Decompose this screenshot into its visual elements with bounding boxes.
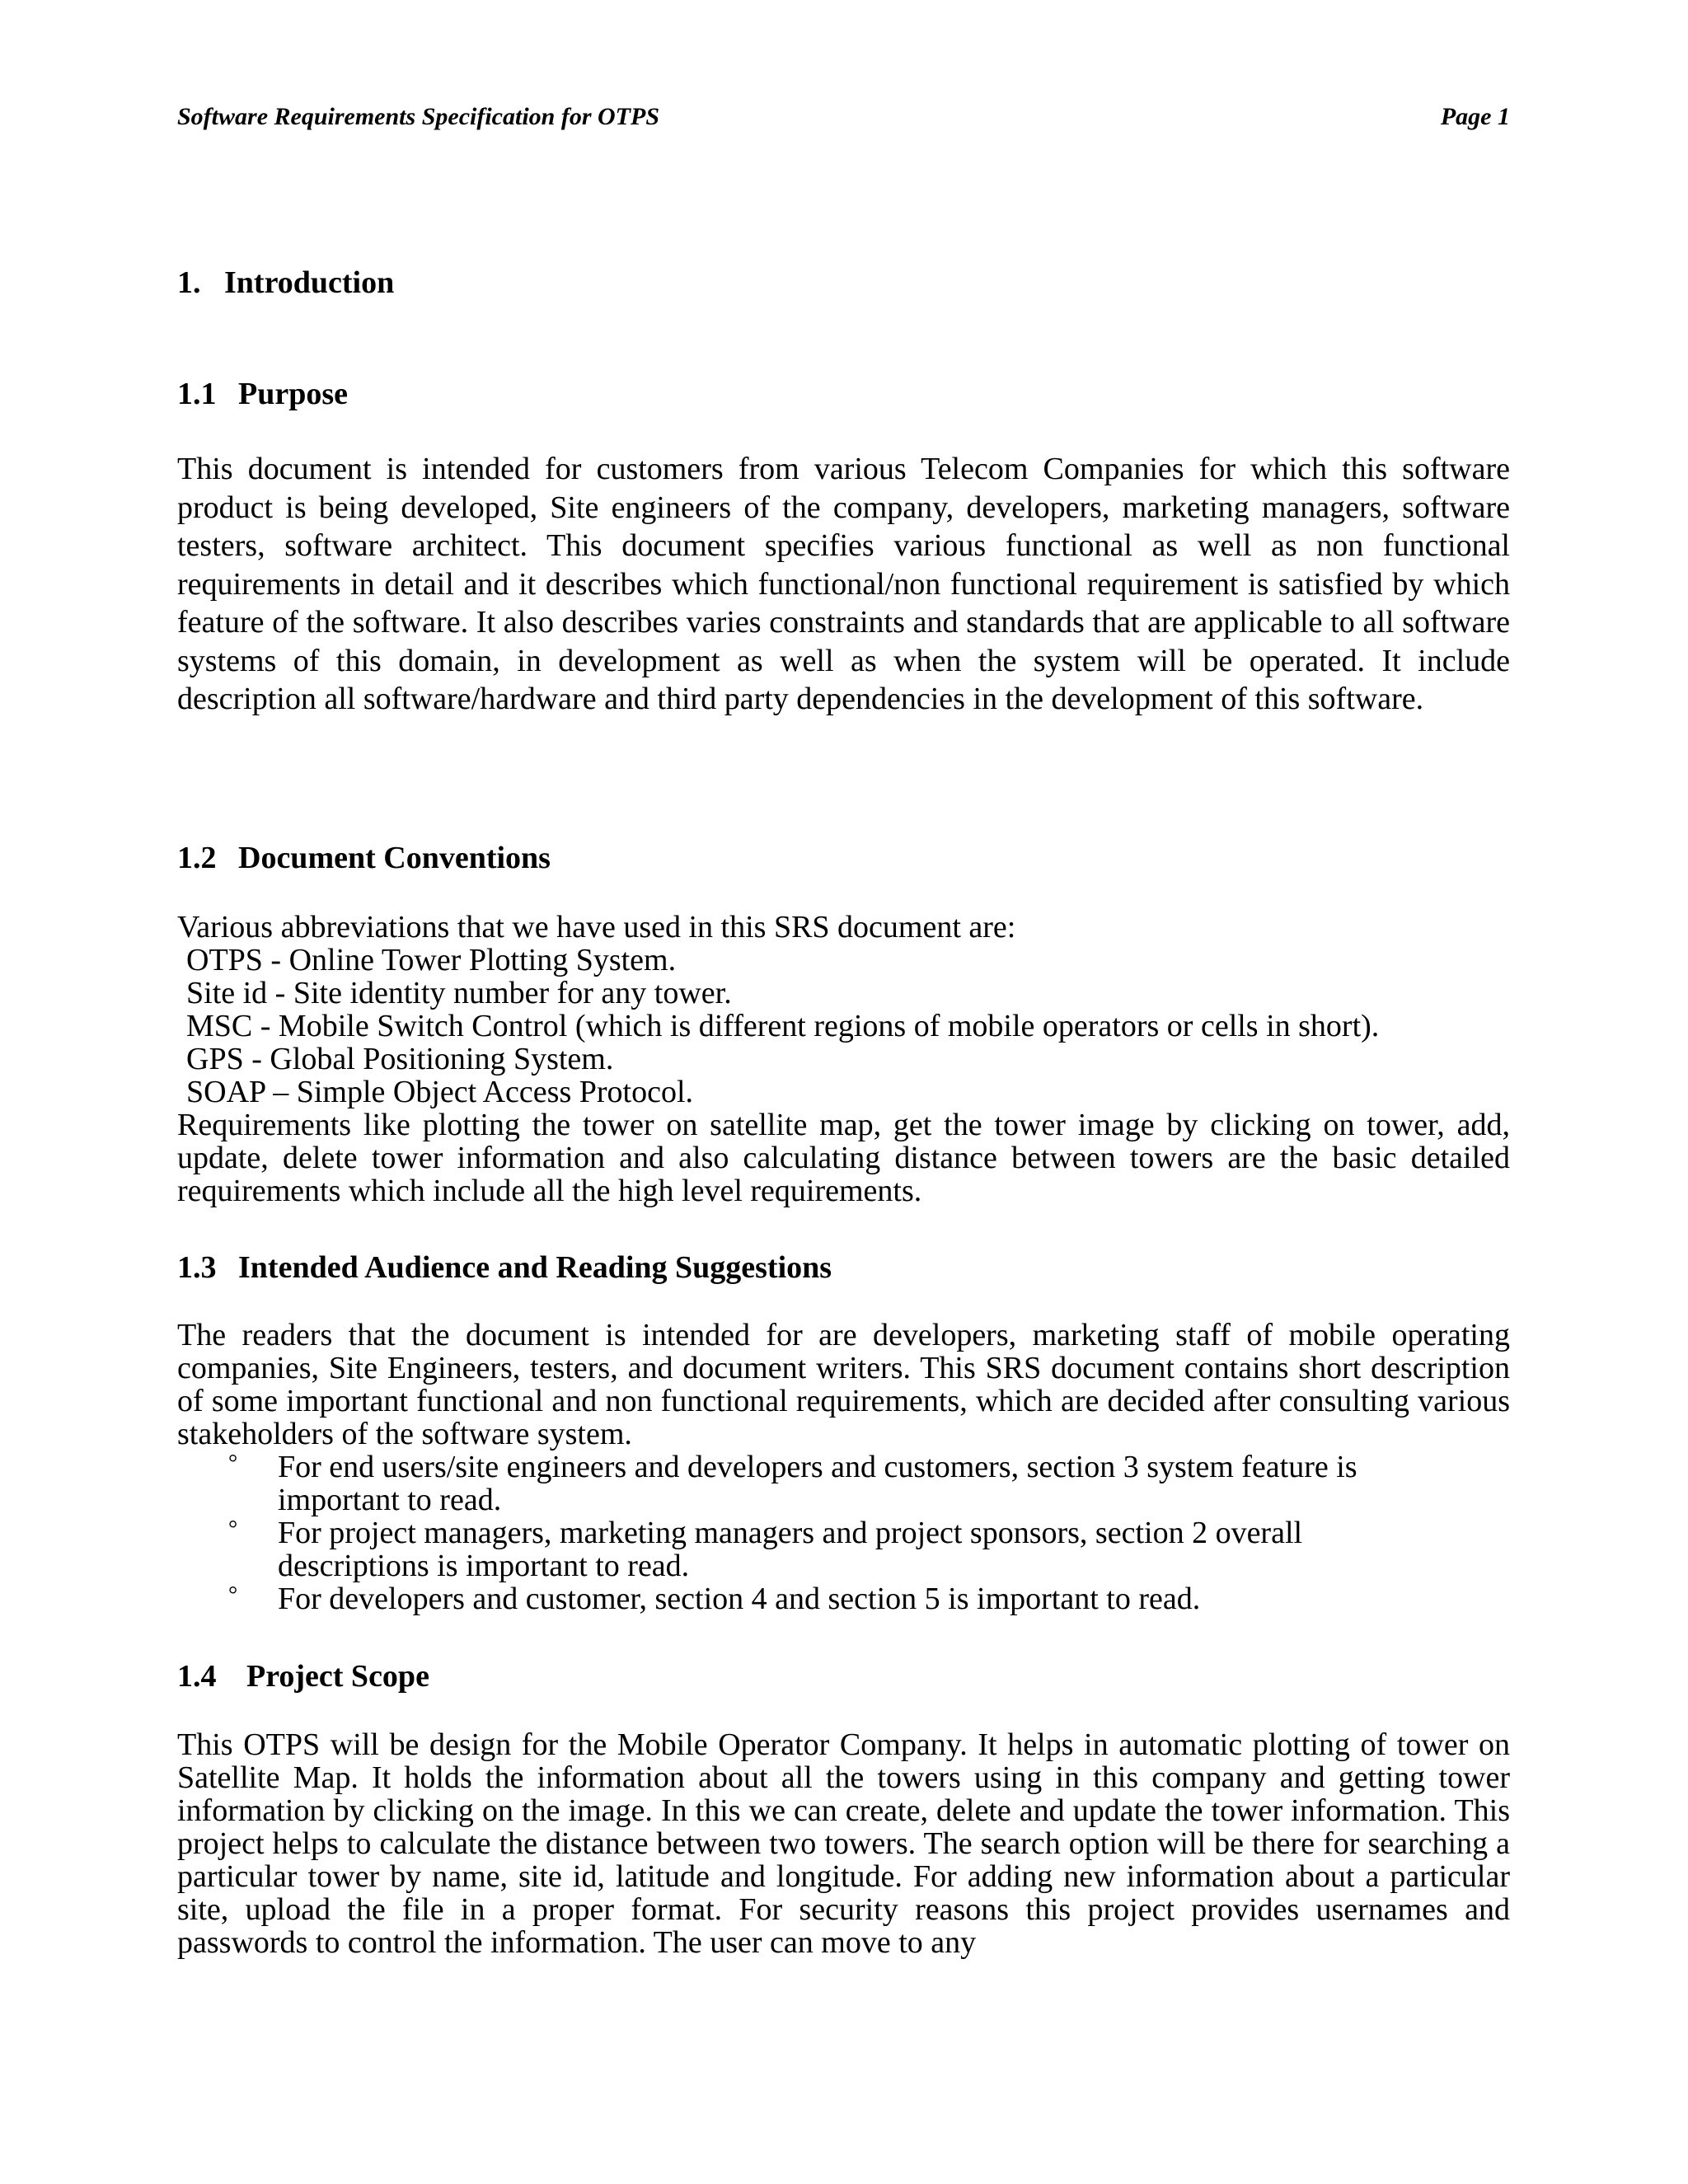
reading-suggestions-list xyxy=(177,1451,1414,1615)
list-item xyxy=(177,1451,1414,1516)
section-heading-introduction xyxy=(177,264,394,302)
section-title: Purpose xyxy=(238,377,348,411)
list-item xyxy=(177,1582,1414,1615)
section-title: Document Conventions xyxy=(238,841,551,875)
audience-paragraph: The readers that the document is intended for are developers, marketing staff of mobile operating companies, Site Engineers, testers, and document writers. This SRS document contains short description of some important functional and non functional requirements, which are decided after consulting various stakeholders of the software system. xyxy=(177,1318,1510,1451)
section-heading-intended-audience xyxy=(177,1249,832,1286)
list-item-text: For developers and customer, section 4 and section 5 is important to read. xyxy=(278,1582,1201,1616)
section-number: 1. xyxy=(177,265,201,300)
page-number: Page 1 xyxy=(1440,103,1510,130)
section-heading-purpose xyxy=(177,375,348,413)
section-number: 1.2 xyxy=(177,841,217,875)
abbreviations-block xyxy=(177,911,1510,1108)
abbreviation-item: OTPS - Online Tower Plotting System. xyxy=(186,943,677,977)
section-number: 1.4 xyxy=(177,1659,217,1694)
scope-paragraph: This OTPS will be design for the Mobile Operator Company. It helps in automatic plotting of tower on Satellite Map. It holds the information about all the towers using in this company and getting tower information by clicking on the image. In this we can create, delete and update the tower information. This project helps to calculate the distance between two towers. The search option will be there for searching a particular tower by name, site id, latitude and longitude. For adding new information about a particular site, upload the file in a proper format. For security reasons this project provides usernames and passwords to control the information. The user can move to any xyxy=(177,1727,1510,1960)
running-header-title: Software Requirements Specification for OTPS xyxy=(177,103,659,130)
abbreviation-item: Site id - Site identity number for any tower. xyxy=(186,976,732,1010)
abbreviations-intro: Various abbreviations that we have used in this SRS document are: xyxy=(177,910,1016,944)
conventions-paragraph: Requirements like plotting the tower on satellite map, get the tower image by clicking on tower, add, update, delete tower information and also calculating distance between towers are the basic detailed requirements which include all the high level requirements. xyxy=(177,1108,1510,1208)
running-header xyxy=(177,101,1510,134)
list-item-text: For end users/site engineers and developers and customers, section 3 system feature is important to read. xyxy=(278,1450,1357,1517)
section-title: Introduction xyxy=(224,265,395,300)
abbreviation-item: MSC - Mobile Switch Control (which is different regions of mobile operators or cells in short). xyxy=(186,1009,1380,1043)
section-title: Project Scope xyxy=(246,1659,429,1694)
section-heading-document-conventions xyxy=(177,839,551,877)
bullet-icon: ° xyxy=(228,1582,238,1608)
section-heading-project-scope xyxy=(177,1657,429,1695)
bullet-icon: ° xyxy=(228,1516,238,1542)
abbreviation-item: GPS - Global Positioning System. xyxy=(186,1042,614,1076)
section-title: Intended Audience and Reading Suggestions xyxy=(238,1250,832,1285)
bullet-icon: ° xyxy=(228,1451,238,1476)
purpose-paragraph: This document is intended for customers from various Telecom Companies for which this software product is being developed, Site engineers of the company, developers, marketing managers, software testers, software architect. This document specifies various functional as well as non functional requirements in detail and it describes which functional/non functional requirement is satisfied by which feature of the software. It also describes varies constraints and standards that are applicable to all software systems of this domain, in development as well as when the system will be operated. It include description all software/hardware and third party dependencies in the development of this software. xyxy=(177,452,1510,716)
section-number: 1.1 xyxy=(177,377,217,411)
section-number: 1.3 xyxy=(177,1250,217,1285)
abbreviation-item: SOAP – Simple Object Access Protocol. xyxy=(186,1075,693,1109)
list-item-text: For project managers, marketing managers and project sponsors, section 2 overall descriptions is important to read. xyxy=(278,1516,1303,1583)
list-item xyxy=(177,1516,1414,1582)
